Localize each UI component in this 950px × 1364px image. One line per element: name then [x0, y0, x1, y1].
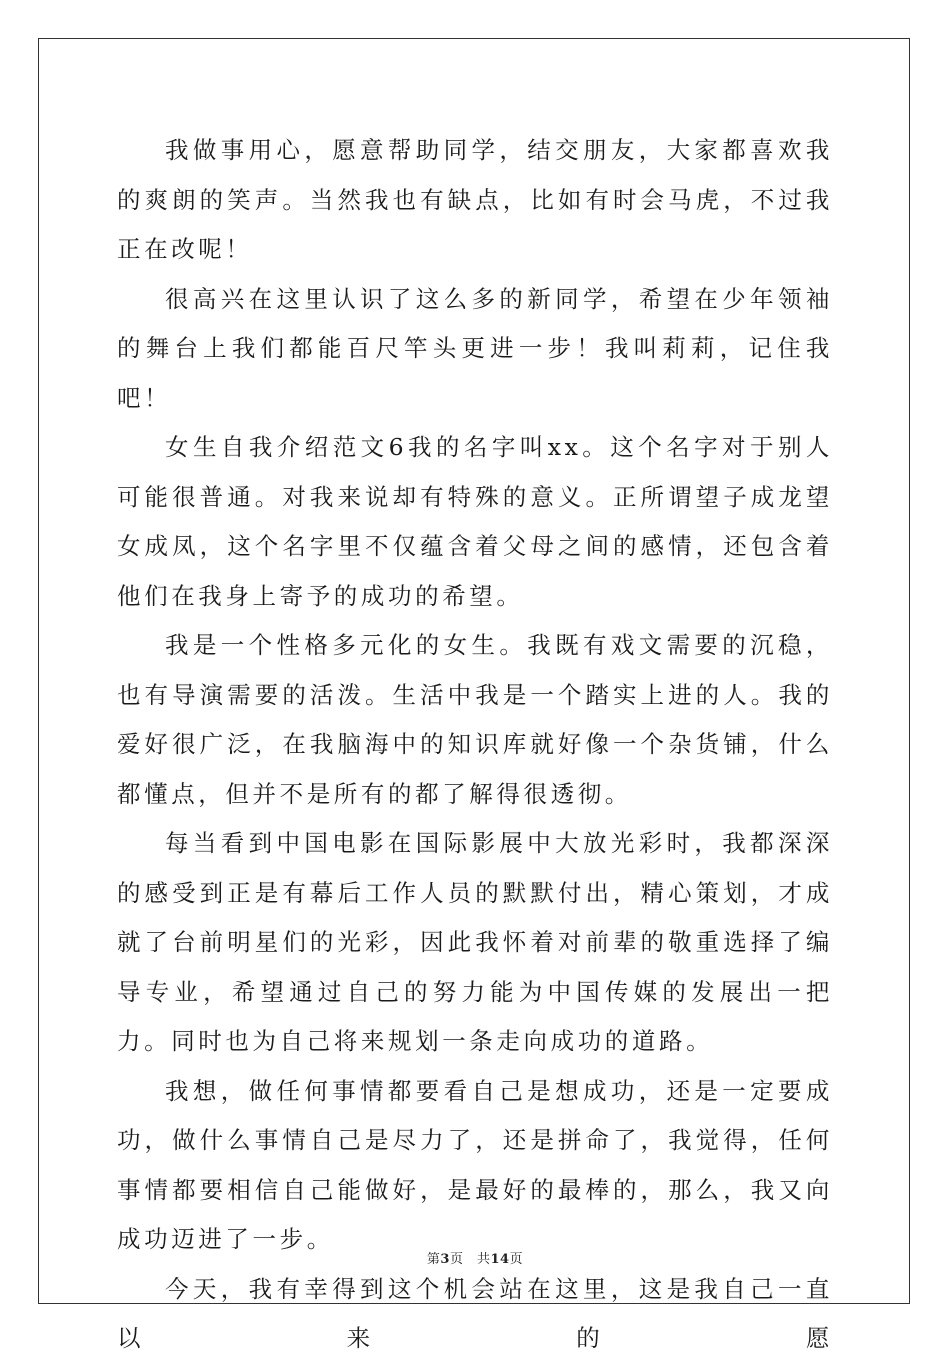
- paragraph-7: 今天，我有幸得到这个机会站在这里，这是我自己一直以来的愿: [117, 1274, 833, 1352]
- page-footer: [0, 1248, 950, 1267]
- footer-page-current: 3: [440, 1252, 450, 1267]
- footer-page-suffix: 页: [509, 1252, 524, 1267]
- paragraph-2: 很高兴在这里认识了这么多的新同学，希望在少年领袖的舞台上我们都能百尺竿头更进一步！我叫莉莉，记住我吧！: [117, 284, 833, 412]
- footer-page-mid: 页 共: [449, 1252, 491, 1267]
- footer-page-total: 14: [490, 1252, 510, 1267]
- footer-page-prefix: 第: [426, 1252, 441, 1267]
- paragraph-4: 我是一个性格多元化的女生。我既有戏文需要的沉稳，也有导演需要的活泼。生活中我是一个踏实上进的人。我的爱好很广泛，在我脑海中的知识库就好像一个杂货铺，什么都懂点，但并不是所有的都了解得很透彻。: [117, 631, 833, 808]
- paragraph-6: 我想，做任何事情都要看自己是想成功，还是一定要成功，做什么事情自己是尽力了，还是拼命了，我觉得，任何事情都要相信自己能做好，是最好的最棒的，那么，我又向成功迈进了一步。: [117, 1076, 833, 1253]
- paragraph-1: 我做事用心，愿意帮助同学，结交朋友，大家都喜欢我的爽朗的笑声。当然我也有缺点，比如有时会马虎，不过我正在改呢！: [117, 136, 833, 263]
- document-body: [117, 126, 833, 1364]
- paragraph-5: 每当看到中国电影在国际影展中大放光彩时，我都深深的感受到正是有幕后工作人员的默默付出，精心策划，才成就了台前明星们的光彩，因此我怀着对前辈的敬重选择了编导专业，希望通过自己的努力能为中国传媒的发展出一把力。同时也为自己将来规划一条走向成功的道路。: [117, 829, 833, 1055]
- paragraph-3: 女生自我介绍范文6我的名字叫xx。这个名字对于别人可能很普通。对我来说却有特殊的意义。正所谓望子成龙望女成凤，这个名字里不仅蕴含着父母之间的感情，还包含着他们在我身上寄予的成功的希望。: [117, 433, 833, 610]
